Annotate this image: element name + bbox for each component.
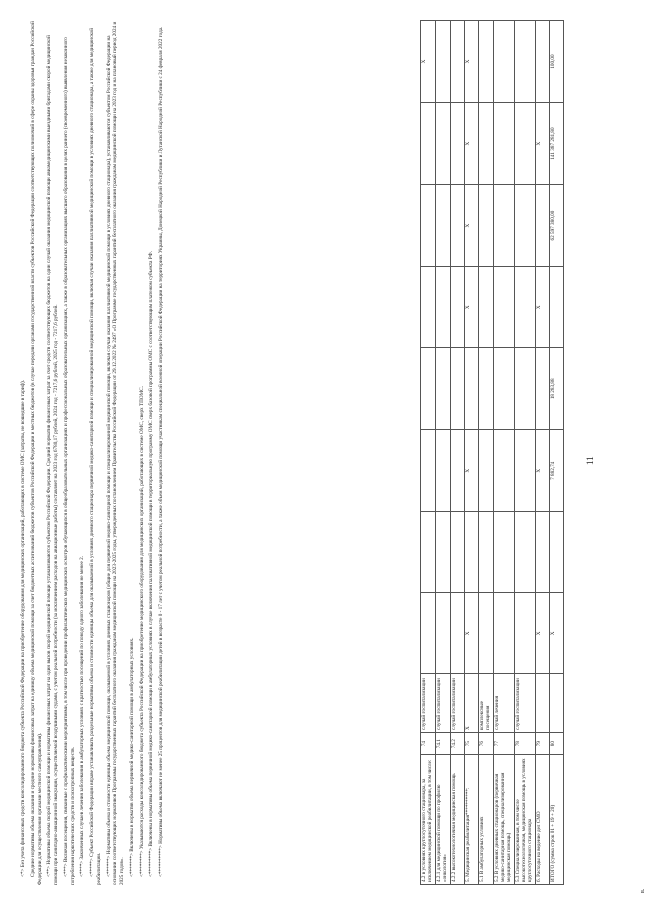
value-cell — [450, 593, 464, 674]
value-cell: X — [464, 267, 478, 348]
value-cell — [478, 267, 493, 348]
row-number-cell: 79 — [535, 732, 549, 754]
row-number-cell: 80 — [549, 732, 563, 754]
value-cell — [493, 185, 514, 267]
value-cell: X — [535, 103, 549, 185]
table-row — [535, 21, 549, 885]
row-name-cell: 5. Медицинская реабилитация**********: — [464, 755, 478, 885]
footnote: <**********> Нормативы объема включают не менее 25 процентов для медицинской реабилитации детей в возрасте 0 - 17 лет с учетом реальной потребности, а также объем медицинской помощи участникам специальной военной операции Российской Федерации на территориях Украины, Донецкой Народной Республики и Луганской Народной Республики с 24 февраля 2022 года. — [158, 26, 164, 877]
footnote: <*******> Включены в норматив объема первичной медико-санитарной помощи в амбулаторных условиях. — [128, 637, 135, 877]
footnote: <****> Законченных случаев лечения заболевания в амбулаторных условиях с кратностью посещений по поводу одного заболевания не менее 2. — [79, 555, 86, 877]
page-number: 11 — [585, 456, 595, 465]
row-name-cell: 5.2 В условиях дневных стационаров (первичная медико-санитарная помощь, специализированная медицинская помощь) — [493, 755, 514, 885]
unit-cell: случай госпитализации — [514, 674, 535, 733]
row-name-cell: 6. Расходы на ведение дел СМО — [535, 755, 549, 885]
value-cell — [514, 21, 535, 103]
value-cell — [478, 348, 493, 430]
value-cell — [435, 267, 450, 348]
value-cell — [421, 103, 436, 185]
footnote: <**> Нормативы объема скорой медицинской помощи и нормативы финансовых затрат на один вызов скорой медицинской помощи устанавливаются субъектом Российской Федерации. Средний норматив финансовых затрат за счет средств соответствующих бюджетов на один случай оказания медицинской помощи авиамедицинскими выездными бригадами скорой медицинской помощи при санитарно-авиационной эвакуации, осуществляемой воздушными судами, с учетом реальной потребности (за исключением расходов на авиационные работы) составляет на 2023 год 6780,17 рублей, 2024 год - 7217,6 рублей, 2025 год - 7217,6 рублей. — [46, 35, 59, 885]
value-cell — [514, 267, 535, 348]
table-row — [514, 21, 535, 885]
value-cell: 62 597 380,00 — [549, 185, 563, 267]
value-cell: X — [464, 593, 478, 674]
unit-cell — [535, 674, 549, 733]
value-cell — [450, 185, 464, 267]
value-cell: X — [535, 430, 549, 512]
value-cell — [493, 267, 514, 348]
value-cell: X — [535, 593, 549, 674]
value-cell — [478, 103, 493, 185]
value-cell — [493, 512, 514, 593]
row-number-cell: 74 — [421, 732, 436, 754]
value-cell — [549, 267, 563, 348]
table-row — [421, 21, 436, 885]
value-cell — [493, 21, 514, 103]
footnotes — [20, 20, 168, 885]
value-cell — [435, 348, 450, 430]
row-name-cell: 4.2 в условиях круглосуточного стационара, за исключением медицинской реабилитации, в том числе: — [421, 755, 436, 885]
value-cell — [514, 593, 535, 674]
value-cell — [514, 185, 535, 267]
unit-cell: комплексные посещения — [478, 674, 493, 733]
value-cell — [421, 512, 436, 593]
value-cell — [535, 512, 549, 593]
row-number-cell: 77 — [493, 732, 514, 754]
value-cell — [464, 512, 478, 593]
value-cell: X — [464, 430, 478, 512]
value-cell — [535, 348, 549, 430]
value-cell — [435, 103, 450, 185]
footnote: <*********> Включены в нормативы объема первичной медико-санитарной помощи в амбулаторных условиях в случае включения паллиативной медицинской помощи в территориальную программу ОМС сверх базовой программы ОМС с соответствующим платежом субъекта РФ. — [148, 251, 155, 877]
unit-cell: случай госпитализации — [421, 674, 436, 733]
row-name-cell: 5.1 В амбулаторных условиях — [478, 755, 493, 885]
value-cell: 141 387 281,80 — [549, 103, 563, 185]
value-cell — [450, 348, 464, 430]
footnote: <******> Нормативы объема и стоимости единицы объема медицинской помощи, оказываемой в условиях дневных стационаров (общие для первичной медико-санитарной помощи и специализированной медицинской помощи, включая случаи оказания паллиативной медицинской помощи в условиях дневного стационара), устанавливаются субъектом Российской Федерации на основании соответствующих нормативов Программы государственных гарантий бесплатного оказания гражданам медицинской помощи на 2023-2025 годы, утвержденных постановлением Правительства Российской Федерации от 29.12.2022 № 2497 «О Программе государственных гарантий бесплатного оказания гражданам медицинской помощи на 2023 год и на плановый период 2024 и 2025 годов». — [105, 21, 125, 885]
row-number-cell: 74.1 — [435, 732, 450, 754]
value-cell — [514, 512, 535, 593]
row-name-cell: 4.2.1 для медицинской помощи по профилю «онкология» — [435, 755, 450, 885]
value-cell: 7 882,74 — [549, 430, 563, 512]
row-number-cell: 78 — [514, 732, 535, 754]
table-row — [435, 21, 450, 885]
value-cell — [421, 185, 436, 267]
value-cell — [549, 512, 563, 593]
table-row — [493, 21, 514, 885]
table-row — [478, 21, 493, 885]
standards-table — [420, 20, 564, 885]
row-number-cell: 74.2 — [450, 732, 464, 754]
value-cell — [478, 21, 493, 103]
value-cell — [478, 430, 493, 512]
value-cell — [478, 593, 493, 674]
value-cell — [421, 430, 436, 512]
value-cell: X — [464, 21, 478, 103]
value-cell — [435, 430, 450, 512]
value-cell — [421, 348, 436, 430]
value-cell — [450, 21, 464, 103]
value-cell — [421, 267, 436, 348]
value-cell: X — [549, 593, 563, 674]
value-cell: 100,00 — [549, 21, 563, 103]
value-cell — [450, 512, 464, 593]
row-number-cell: 76 — [478, 732, 493, 754]
value-cell — [478, 185, 493, 267]
footnote: <*> Без учета финансовых средств консолидированного бюджета субъекта Российской Федерации на приобретение оборудования для медицинских организаций, работающих в системе ОМС (затраты, не вошедшие в тариф). — [20, 379, 26, 877]
value-cell: X — [464, 185, 478, 267]
value-cell — [493, 593, 514, 674]
value-cell: 18 283,88 — [549, 348, 563, 430]
value-cell — [478, 512, 493, 593]
table-row — [464, 21, 478, 885]
unit-cell: X — [464, 674, 478, 733]
value-cell — [450, 430, 464, 512]
corner-mark: в. — [640, 888, 646, 893]
value-cell — [493, 103, 514, 185]
table-row — [450, 21, 464, 885]
unit-cell: случай госпитализации — [435, 674, 450, 733]
value-cell: X — [421, 21, 436, 103]
footnote: <***> Включая посещения, связанные с профилактическими мероприятиями, в том числе при проведении профилактических медицинских осмотров обучающихся в общеобразовательных организациях и профессиональных образовательных организациях, а также в образовательных организациях высшего образования в целях раннего (своевременного) выявления незаконного потребления наркотических средств и психотропных веществ. — [62, 37, 76, 885]
value-cell — [421, 593, 436, 674]
row-name-cell: 5.3 Специализированная, в том числе высокотехнологичная, медицинская помощь в условиях круглосуточного стационара — [514, 755, 535, 885]
value-cell — [514, 348, 535, 430]
row-name-cell: ИТОГО (сумма строк 01 + 19 + 20) — [549, 755, 563, 885]
value-cell — [493, 430, 514, 512]
unit-cell — [549, 674, 563, 733]
value-cell — [435, 512, 450, 593]
footnote: <********> Указываются расходы консолидированного бюджета субъекта Российской Федерации на приобретение медицинского оборудования для медицинских организаций, работающих в системе ОМС, сверх ТПОМС. — [138, 386, 145, 877]
value-cell — [435, 21, 450, 103]
value-cell — [514, 103, 535, 185]
value-cell: X — [464, 103, 478, 185]
value-cell — [493, 348, 514, 430]
row-name-cell: 4.2.2 высокотехнологичная медицинская помощь — [450, 755, 464, 885]
value-cell — [435, 185, 450, 267]
value-cell — [535, 185, 549, 267]
value-cell — [450, 267, 464, 348]
footnote: Средние нормативы объема оказания и средние нормативы финансовых затрат на единицу объема медицинской помощи за счет бюджетных ассигнований бюджетов субъектов Российской Федерации и местных бюджетов (в случае передачи органами государственной власти субъектов Российской Федерации соответствующих полномочий в сфере охраны здоровья граждан Российской Федерации для осуществления органами местного самоуправления). — [29, 21, 43, 885]
table-row — [549, 21, 563, 885]
row-number-cell: 75 — [464, 732, 478, 754]
unit-cell: случай госпитализации — [450, 674, 464, 733]
value-cell: X — [535, 267, 549, 348]
footnote: <*****> Субъект Российской Федерации вправе устанавливать раздельные нормативы объема и стоимости единицы объема для оказываемой в условиях дневного стационара первичной медико-санитарной помощи и специализированной медицинской помощи, включая случаи оказания паллиативной медицинской помощи в условиях дневного стационара, а также для медицинской реабилитации. — [89, 27, 102, 885]
value-cell — [514, 430, 535, 512]
value-cell — [450, 103, 464, 185]
value-cell — [435, 593, 450, 674]
value-cell — [464, 348, 478, 430]
value-cell — [535, 21, 549, 103]
unit-cell: случай лечения — [493, 674, 514, 733]
